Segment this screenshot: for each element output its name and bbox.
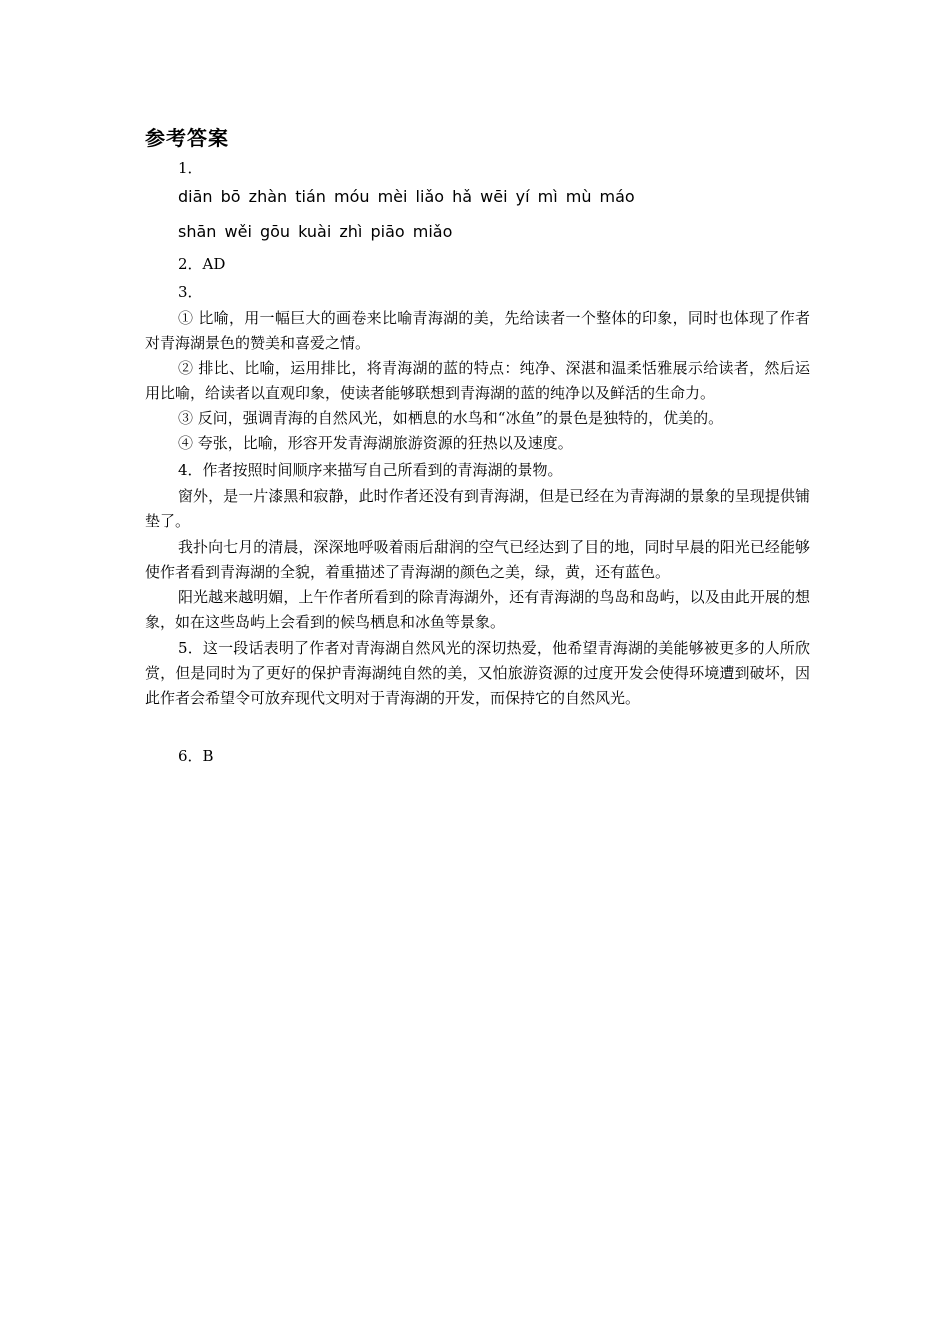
q3-label: 3． <box>178 283 203 301</box>
q5-answer: 5．这一段话表明了作者对青海湖自然风光的深切热爱，他希望青海湖的美能够被更多的人所欣赏，但是同时为了更好的保护青海湖纯自然的美，又怕旅游资源的过度开发会使得环境遭到破坏，因此作者会希望令可放弃现代文明对于青海湖的开发，而保持它的自然风光。 <box>145 639 810 707</box>
q4-intro: 4．作者按照时间顺序来描写自己所看到的青海湖的景物。 <box>178 461 563 479</box>
q2-answer: 2．AD <box>178 255 226 273</box>
q4-paragraph-3: 阳光越来越明媚，上午作者所看到的除青海湖外，还有青海湖的鸟岛和岛屿，以及由此开展的想象，如在这些岛屿上会看到的候鸟栖息和冰鱼等景象。 <box>145 588 810 631</box>
q3-item-4: ④ 夸张，比喻，形容开发青海湖旅游资源的狂热以及速度。 <box>178 434 573 452</box>
q3-item-2: ② 排比、比喻，运用排比，将青海湖的蓝的特点：纯净、深湛和温柔恬雅展示给读者，然后运用比喻，给读者以直观印象，使读者能够联想到青海湖的蓝的纯净以及鲜活的生命力。 <box>145 359 810 402</box>
q6-answer: 6．B <box>178 747 214 765</box>
q1-label: 1． <box>178 159 203 177</box>
page-title: 参考答案 <box>145 126 229 150</box>
q4-paragraph-2: 我扑向七月的清晨，深深地呼吸着雨后甜润的空气已经达到了目的地，同时早晨的阳光已经能够使作者看到青海湖的全貌，着重描述了青海湖的颜色之美，绿，黄，还有蓝色。 <box>145 538 810 581</box>
q4-paragraph-1: 窗外，是一片漆黑和寂静，此时作者还没有到青海湖，但是已经在为青海湖的景象的呈现提供铺垫了。 <box>145 487 810 530</box>
q1-pinyin-line-1: diān bō zhàn tián móu mèi liǎo hǎ wēi yí mì mù máo <box>178 187 635 206</box>
q3-item-3: ③ 反问，强调青海的自然风光，如栖息的水鸟和“冰鱼”的景色是独特的，优美的。 <box>178 409 724 427</box>
q3-item-1: ① 比喻，用一幅巨大的画卷来比喻青海湖的美，先给读者一个整体的印象，同时也体现了作者对青海湖景色的赞美和喜爱之情。 <box>145 309 810 352</box>
q1-pinyin-line-2: shān wěi gōu kuài zhì piāo miǎo <box>178 222 453 241</box>
